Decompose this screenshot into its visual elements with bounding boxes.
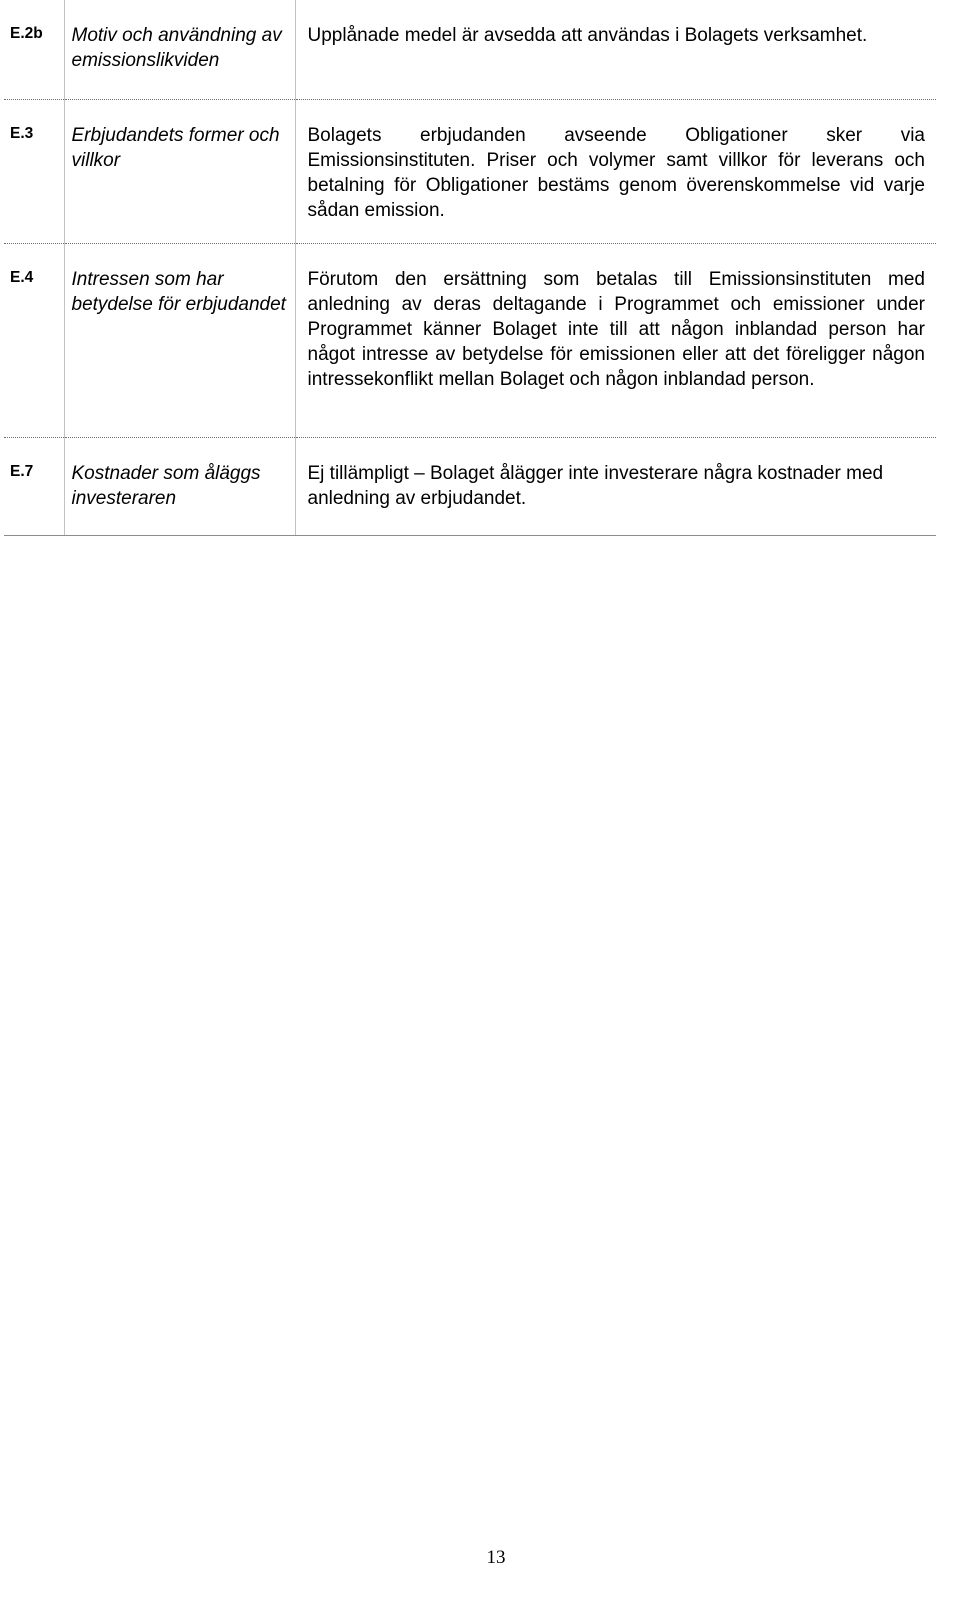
element-description: Upplånade medel är avsedda att användas i Bolagets verksamhet. (295, 0, 936, 99)
table-row (4, 243, 936, 437)
table-row (4, 99, 936, 243)
element-id: E.7 (4, 437, 64, 535)
table-row (4, 437, 936, 535)
page-number: 13 (486, 1547, 506, 1568)
element-description: Bolagets erbjudanden avseende Obligationer sker via Emissionsinstituten. Priser och volymer samt villkor för leverans och betalning för Obligationer bestäms genom överenskommelse vid varje sådan emission. (295, 99, 936, 243)
element-heading: Erbjudandets former och villkor (64, 99, 295, 243)
element-id: E.2b (4, 0, 64, 99)
element-heading: Kostnader som åläggs investeraren (64, 437, 295, 535)
element-heading: Motiv och användning av emissionslikviden (64, 0, 295, 99)
table-row (4, 0, 936, 99)
element-description: Förutom den ersättning som betalas till Emissionsinstituten med anledning av deras deltagande i Programmet och emissioner under Programmet känner Bolaget inte till att någon inblandad person har något intresse av betydelse för emissionen eller att det föreligger någon intressekonflikt mellan Bolaget och någon inblandad person. (295, 243, 936, 437)
element-description: Ej tillämpligt – Bolaget ålägger inte investerare några kostnader med anledning av erbjudandet. (295, 437, 936, 535)
element-heading: Intressen som har betydelse för erbjudandet (64, 243, 295, 437)
summary-table (4, 0, 936, 536)
element-id: E.3 (4, 99, 64, 243)
element-id: E.4 (4, 243, 64, 437)
